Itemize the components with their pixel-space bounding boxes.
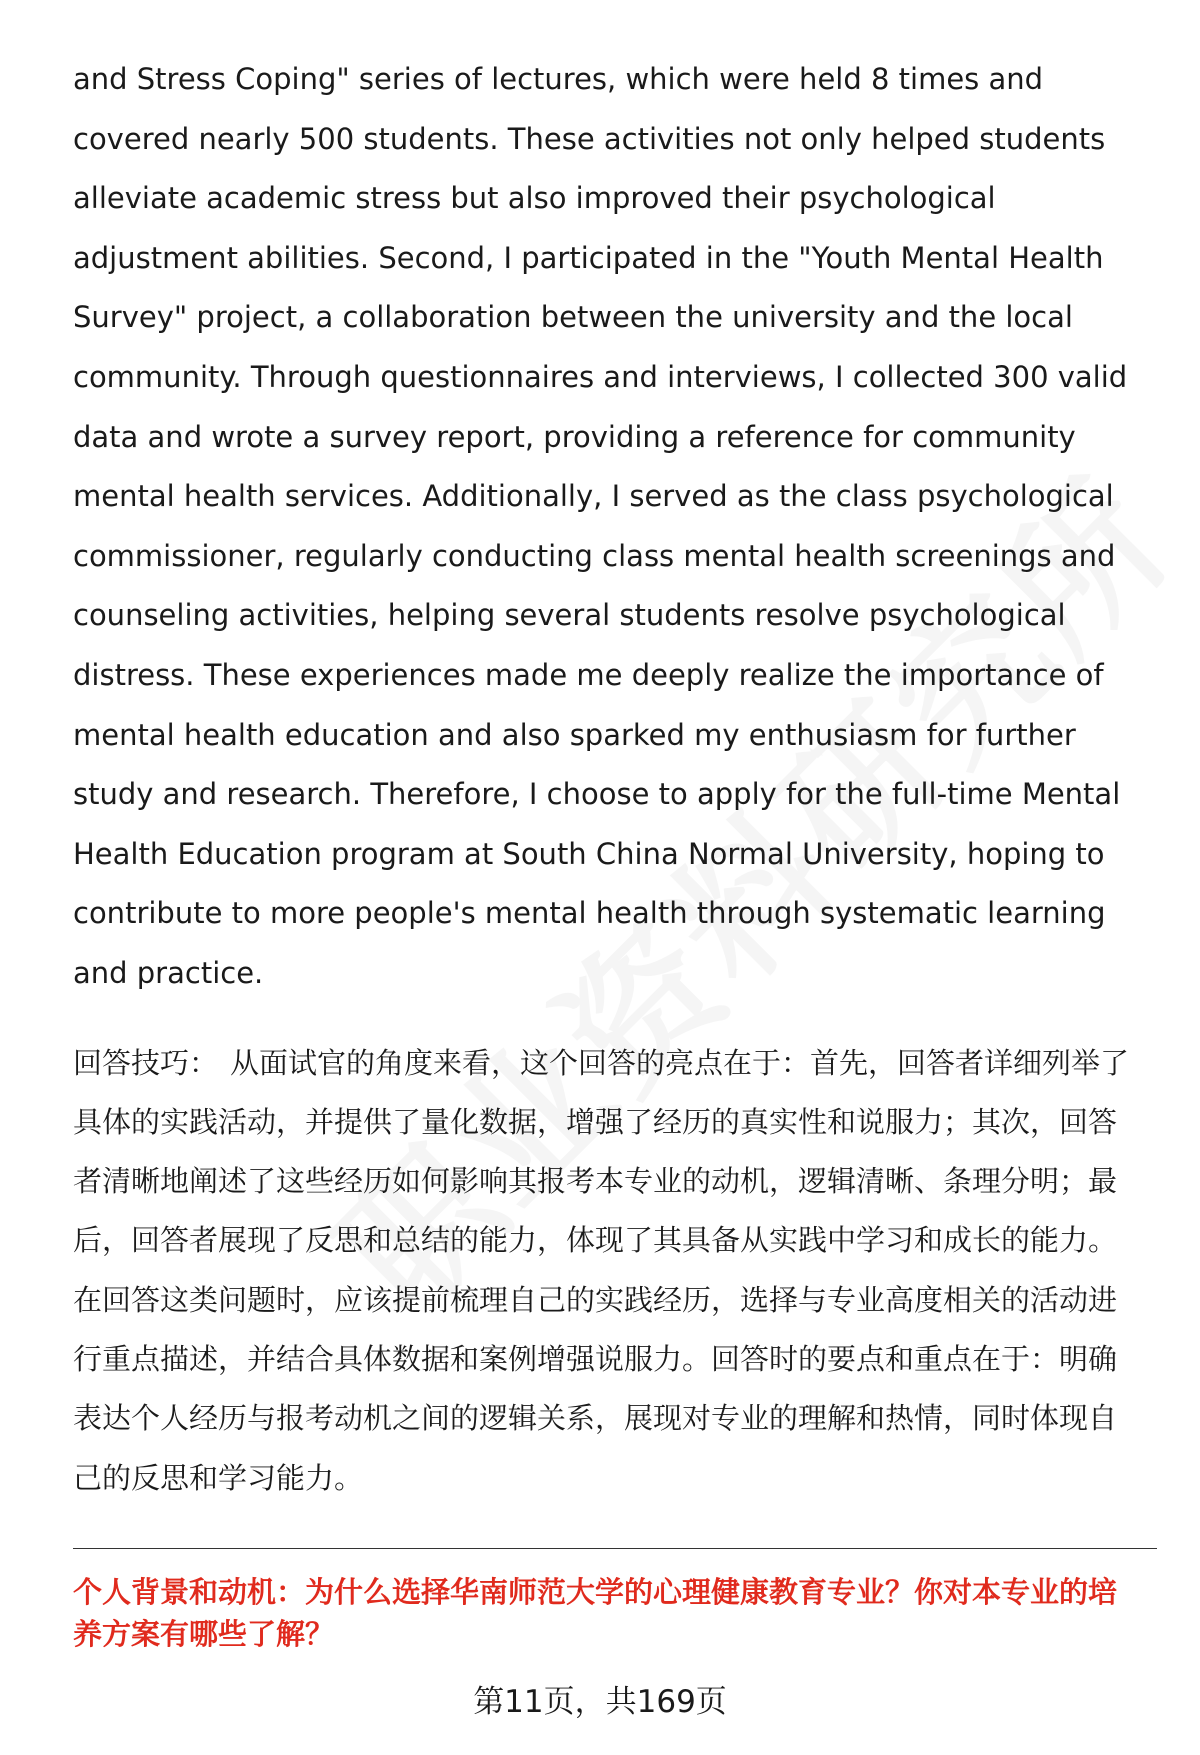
- tips-label: 回答技巧：: [73, 1045, 219, 1080]
- tips-text: 从面试官的角度来看，这个回答的亮点在于：首先，回答者详细列举了具体的实践活动，并提供了量化数据，增强了经历的真实性和说服力；其次，回答者清晰地阐述了这些经历如何影响其报考本专业的动机，逻辑清晰、条理分明；最后，回答者展现了反思和总结的能力，体现了其具备从实践中学习和成长的能力。在回答这类问题时，应该提前梳理自己的实践经历，选择与专业高度相关的活动进行重点描述，并结合具体数据和案例增强说服力。回答时的要点和重点在于：明确表达个人经历与报考动机之间的逻辑关系，展现对专业的理解和热情，同时体现自己的反思和学习能力。: [73, 1045, 1130, 1495]
- answer-english-paragraph: and Stress Coping" series of lectures, which were held 8 times and covered nearly 500 students. These activities not only helped students alleviate academic stress but also improved their psychological adjustment abilities. Second, I participated in the "Youth Mental Health Survey" project, a collaboration between the university and the local community. Through questionnaires and interviews, I collected 300 valid data and wrote a survey report, providing a reference for community mental health services. Additionally, I served as the class psychological commissioner, regularly conducting class mental health screenings and counseling activities, helping several students resolve psychological distress. These experiences made me deeply realize the importance of mental health education and also sparked my enthusiasm for further study and research. Therefore, I choose to apply for the full-time Mental Health Education program at South China Normal University, hoping to contribute to more people's mental health through systematic learning and practice.: [73, 62, 1128, 990]
- page-number: 第11页，共169页: [473, 1684, 727, 1720]
- answer-tips: [73, 1034, 1133, 1508]
- section-divider: [73, 1548, 1157, 1549]
- next-question-heading: 个人背景和动机：为什么选择华南师范大学的心理健康教育专业？你对本专业的培养方案有哪些了解？: [73, 1574, 1118, 1651]
- document-page: [73, 50, 1133, 1655]
